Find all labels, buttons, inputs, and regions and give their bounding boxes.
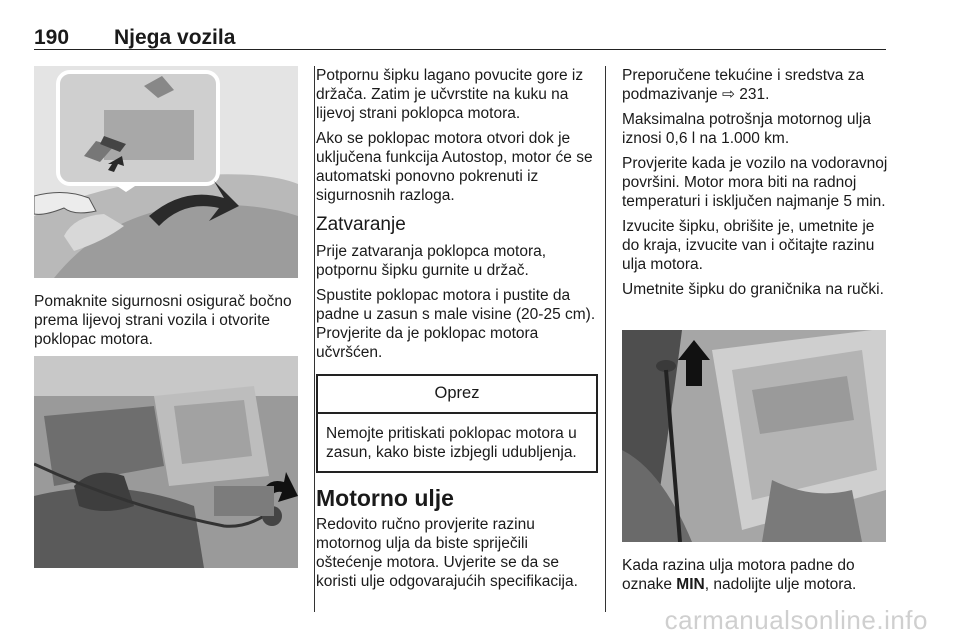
engine-bay-prop-rod-illustration: [34, 356, 298, 568]
paragraph-insert-dipstick: Umetnite šipku do graničnika na ručki.: [622, 281, 884, 298]
paragraph-closing-2: Spustite poklopac motora i pustite da padne u zasun s male visine (20-25 cm). Provjerite da je poklopac motora učvršćen.: [316, 287, 596, 361]
column-2: [316, 66, 598, 597]
paragraph-closing-1: Prije zatvaranja poklopca motora, potpornu šipku gurnite u držač.: [316, 243, 547, 279]
column-1: [34, 292, 302, 355]
paragraph-autostop: Ako se poklopac motora otvori dok je uključena funkcija Autostop, motor će se automatski ponovno pokrenuti iz sigurnosnih razloga.: [316, 130, 593, 204]
min-label: MIN: [676, 576, 705, 593]
column-3-caption: [622, 556, 890, 600]
caution-body: Nemojte pritiskati poklopac motora u zasun, kako biste izbjegli udubljenja.: [326, 425, 577, 461]
section-title-engine-oil: Motorno ulje: [316, 485, 454, 511]
paragraph-recommended-fluids: Preporučene tekućine i sredstva za podmazivanje ⇨ 231.: [622, 67, 865, 103]
chapter-title: Njega vozila: [114, 26, 236, 49]
subheading-closing: Zatvaranje: [316, 214, 406, 235]
caution-title: Oprez: [318, 376, 596, 414]
page-number: 190: [34, 26, 70, 49]
column-divider: [314, 66, 315, 612]
column-3: [622, 66, 890, 305]
paragraph-oil-consumption: Maksimalna potrošnja motornog ulja iznosi 0,6 l na 1.000 km.: [622, 111, 871, 147]
watermark[interactable]: carmanualsonline.info: [664, 605, 928, 635]
caption-hood-release: Pomaknite sigurnosni osigurač bočno prema lijevoj strani vozila i otvorite poklopac motora.: [34, 293, 292, 348]
caution-box: [316, 374, 598, 473]
paragraph-check-conditions: Provjerite kada je vozilo na vodoravnoj površini. Motor mora biti na radnoj temperaturi i isključen najmanje 5 min.: [622, 155, 888, 210]
column-divider: [605, 66, 606, 612]
dipstick-illustration: [622, 330, 886, 542]
header-rule: [34, 49, 886, 50]
paragraph-dipstick-procedure: Izvucite šipku, obrišite je, umetnite je do kraja, izvucite van i očitajte razinu ulja motora.: [622, 218, 875, 273]
page-header: [34, 24, 886, 52]
hood-release-illustration: [34, 66, 298, 278]
paragraph-engine-oil: Redovito ručno provjerite razinu motornog ulja da biste spriječili oštećenje motora. Uvjerite se da se koristi ulje odgovarajućih specifikacija.: [316, 516, 578, 590]
paragraph-min-level: Kada razina ulja motora padne do oznake MIN, nadolijte ulje motora.: [622, 557, 857, 593]
paragraph-prop-rod: Potpornu šipku lagano povucite gore iz držača. Zatim je učvrstite na kuku na lijevoj strani poklopca motora.: [316, 67, 584, 122]
